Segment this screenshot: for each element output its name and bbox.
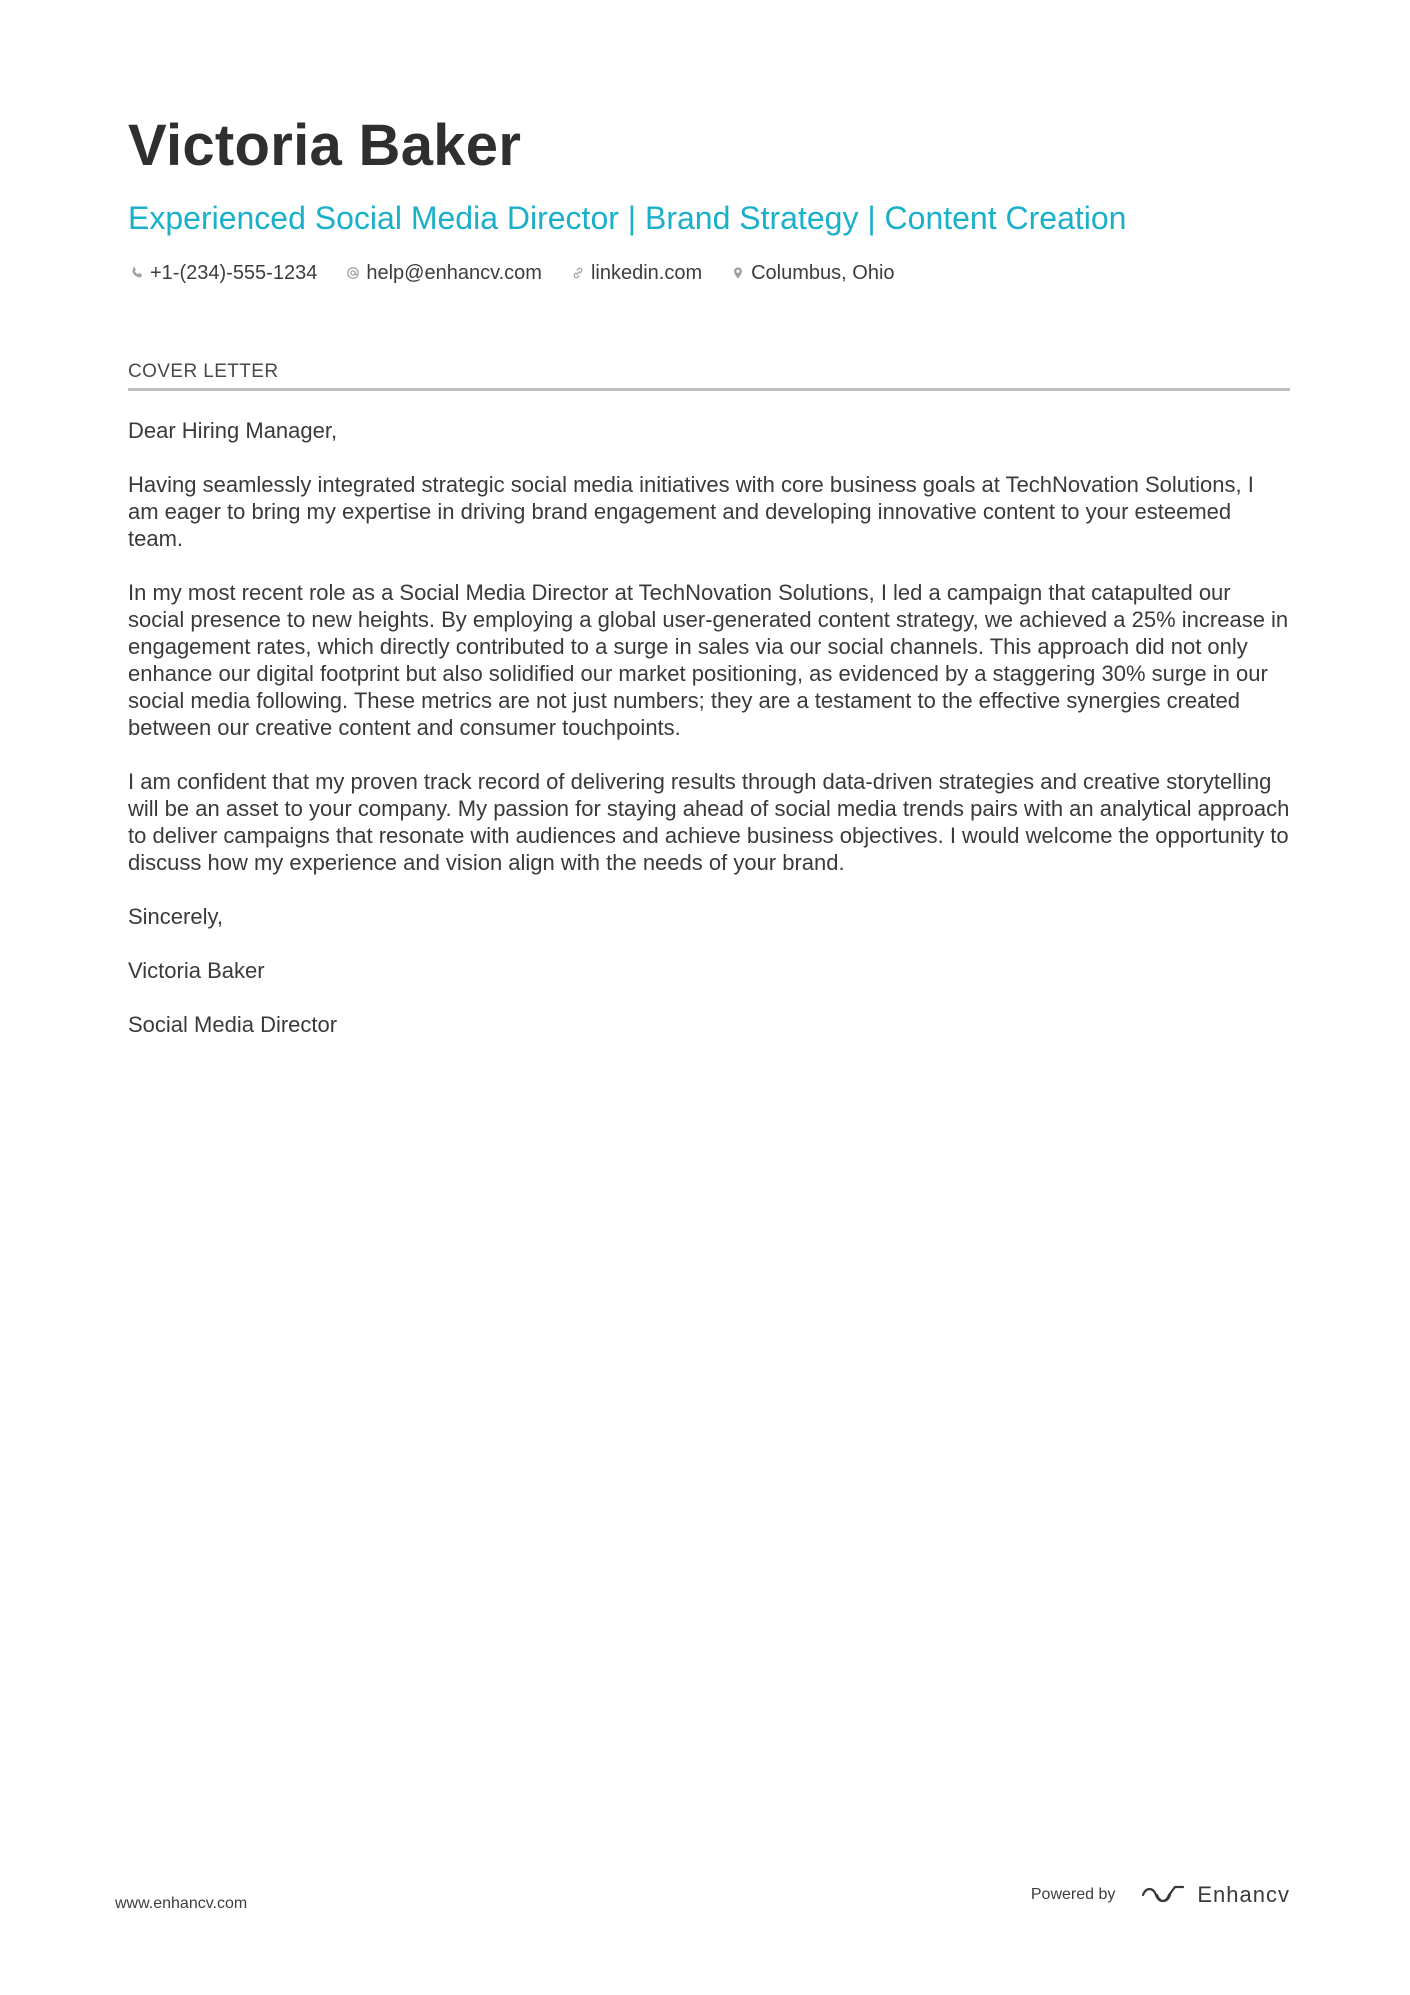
- resume-header: [128, 112, 1288, 286]
- candidate-headline: Experienced Social Media Director | Brand Strategy | Content Creation: [128, 200, 1127, 236]
- letter-paragraph: I am confident that my proven track record of delivering results through data-driven strategies and creative storytelling will be an asset to your company. My passion for staying ahead of social media trends pairs with an analytical approach to deliver campaigns that resonate with audiences and achieve business objectives. I would welcome the opportunity to discuss how my experience and vision align with the needs of your brand.: [128, 769, 1290, 875]
- phone-icon: [128, 264, 146, 282]
- letter-paragraph: Having seamlessly integrated strategic social media initiatives with core business goals at TechNovation Solutions, I am eager to bring my expertise in driving brand engagement and developing innovative content to your esteemed team.: [128, 472, 1254, 551]
- at-icon: [344, 264, 362, 282]
- powered-by-label: Powered by: [1030, 1886, 1116, 1903]
- contact-linkedin[interactable]: [569, 260, 702, 286]
- candidate-name: Victoria Baker: [128, 113, 522, 178]
- letter-closing: Sincerely,: [128, 904, 223, 929]
- contact-location-text: Columbus, Ohio: [751, 262, 895, 284]
- brand-name: Enhancv: [1197, 1882, 1290, 1907]
- letter-body: [128, 417, 1290, 1038]
- location-pin-icon: [729, 264, 747, 282]
- link-icon: [569, 264, 587, 282]
- cover-letter-section: [128, 360, 1290, 1065]
- enhancv-logo-icon: [1141, 1883, 1187, 1907]
- contact-email[interactable]: [344, 260, 542, 286]
- contact-phone[interactable]: [128, 260, 317, 286]
- contact-info: [128, 260, 1288, 286]
- signature-name: Victoria Baker: [128, 958, 265, 983]
- contact-phone-text: +1-(234)-555-1234: [150, 262, 318, 284]
- letter-greeting: Dear Hiring Manager,: [128, 418, 338, 443]
- contact-linkedin-text: linkedin.com: [590, 262, 703, 284]
- signature-title: Social Media Director: [128, 1012, 338, 1037]
- contact-email-text: help@enhancv.com: [366, 262, 542, 284]
- brand-logo: [1141, 1882, 1290, 1908]
- section-title: COVER LETTER: [128, 360, 1290, 391]
- footer-branding[interactable]: [1031, 1882, 1290, 1908]
- contact-location: [729, 260, 894, 286]
- letter-paragraph: In my most recent role as a Social Media Director at TechNovation Solutions, I led a campaign that catapulted our social presence to new heights. By employing a global user-generated content strategy, we achieved a 25% increase in engagement rates, which directly contributed to a surge in sales via our social channels. This approach did not only enhance our digital footprint but also solidified our market positioning, as evidenced by a staggering 30% surge in our social media following. These metrics are not just numbers; they are a testament to the effective synergies created between our creative content and consumer touchpoints.: [128, 580, 1289, 740]
- footer-website[interactable]: www.enhancv.com: [115, 1895, 248, 1912]
